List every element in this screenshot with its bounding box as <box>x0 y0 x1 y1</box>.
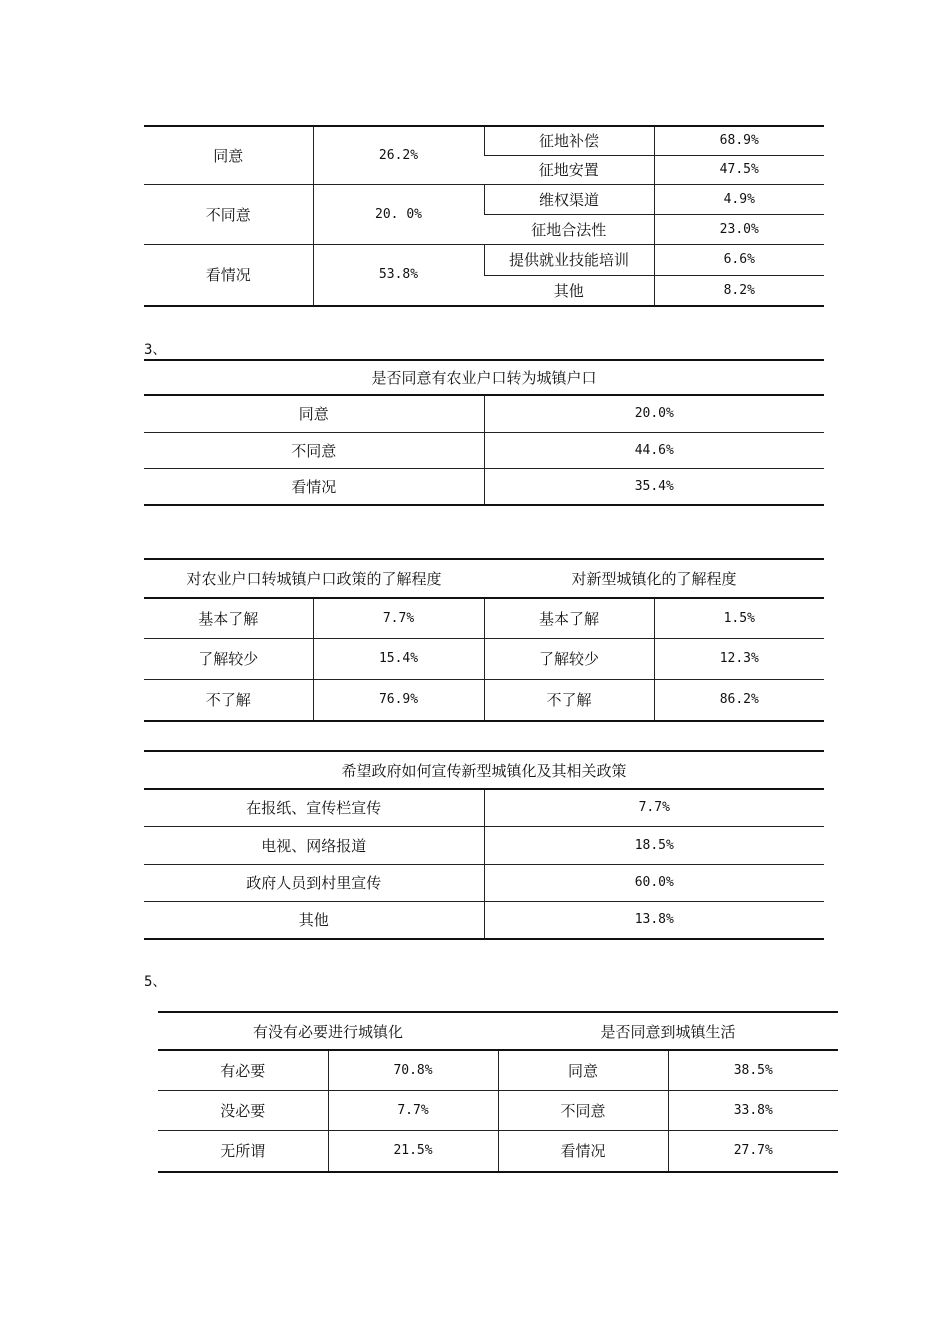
reason-pct-cell: 23.0% <box>654 214 824 244</box>
reason-cell: 征地安置 <box>484 155 654 184</box>
option-cell: 基本了解 <box>198 609 259 628</box>
pct-cell: 86.2% <box>654 679 824 721</box>
option-cell: 了解较少 <box>484 638 654 679</box>
pct-cell: 12.3% <box>654 638 824 679</box>
option-cell: 没必要 <box>158 1090 328 1130</box>
pct-cell: 35.4% <box>484 468 824 505</box>
option-cell: 基本了解 <box>484 598 654 638</box>
option-cell: 在报纸、宣传栏宣传 <box>246 799 382 818</box>
table-row <box>144 789 824 826</box>
table-row <box>144 679 824 721</box>
right-table-title: 对新型城镇化的了解程度 <box>484 559 824 598</box>
pct-cell: 7.7% <box>328 1090 498 1130</box>
table-row <box>158 1090 838 1130</box>
table-title: 希望政府如何宣传新型城镇化及其相关政策 <box>144 751 824 789</box>
pct-cell: 33.8% <box>668 1090 838 1130</box>
opinion-cell: 不同意 <box>144 184 313 244</box>
option-cell: 了解较少 <box>144 638 313 679</box>
table-row <box>144 826 824 864</box>
pct-cell: 44.6% <box>484 432 824 468</box>
reason-cell: 提供就业技能培训 <box>484 244 654 275</box>
section-label: 3、 <box>144 342 167 358</box>
pct-cell: 13.8% <box>484 901 824 939</box>
left-table-title: 对农业户口转城镇户口政策的了解程度 <box>144 559 484 598</box>
option-cell: 不了解 <box>484 679 654 721</box>
option-cell: 同意 <box>498 1050 668 1090</box>
reasons-table <box>144 125 824 307</box>
option-cell: 看情况 <box>498 1130 668 1172</box>
reason-pct-cell: 68.9% <box>654 126 824 155</box>
option-cell: 不同意 <box>498 1090 668 1130</box>
reason-pct-cell: 6.6% <box>654 244 824 275</box>
reason-cell: 征地合法性 <box>484 214 654 244</box>
left-table-title: 有没有必要进行城镇化 <box>158 1012 498 1050</box>
pct-cell: 76.9% <box>313 679 484 721</box>
reason-cell: 征地补偿 <box>484 126 654 155</box>
table-title: 是否同意有农业户口转为城镇户口 <box>144 360 824 395</box>
opinion-cell: 同意 <box>213 146 244 165</box>
table-header-row <box>144 559 824 598</box>
table-row <box>144 901 824 939</box>
reason-cell: 维权渠道 <box>484 184 654 214</box>
table-row <box>144 864 824 901</box>
table-row <box>144 468 824 505</box>
pct-cell: 70.8% <box>328 1050 498 1090</box>
opinion-pct-cell: 53.8% <box>313 244 484 306</box>
opinion-pct-cell: 20. 0% <box>313 184 484 244</box>
table-row <box>144 126 824 155</box>
option-cell: 有必要 <box>220 1061 266 1080</box>
pct-cell: 7.7% <box>313 598 484 638</box>
table-header-row <box>144 360 824 395</box>
option-cell: 同意 <box>298 405 329 424</box>
pct-cell: 15.4% <box>313 638 484 679</box>
option-cell: 看情况 <box>144 468 484 505</box>
option-cell: 无所谓 <box>158 1130 328 1172</box>
option-cell: 不了解 <box>144 679 313 721</box>
table-row <box>144 598 824 638</box>
pct-cell: 20.0% <box>484 395 824 432</box>
table-row <box>158 1050 838 1090</box>
option-cell: 不同意 <box>144 432 484 468</box>
right-table-title: 是否同意到城镇生活 <box>498 1012 838 1050</box>
table-header-row <box>144 751 824 789</box>
table-row <box>158 1130 838 1172</box>
reason-pct-cell: 4.9% <box>654 184 824 214</box>
pct-cell: 38.5% <box>668 1050 838 1090</box>
table-row <box>144 244 824 275</box>
pct-cell: 7.7% <box>484 789 824 826</box>
table-row <box>144 184 824 214</box>
opinion-cell: 看情况 <box>144 244 313 306</box>
table-row <box>144 638 824 679</box>
reason-cell: 其他 <box>484 275 654 306</box>
option-cell: 其他 <box>144 901 484 939</box>
reason-pct-cell: 8.2% <box>654 275 824 306</box>
option-cell: 政府人员到村里宣传 <box>144 864 484 901</box>
pct-cell: 1.5% <box>654 598 824 638</box>
table-row <box>144 432 824 468</box>
publicity-table <box>144 750 824 940</box>
pct-cell: 60.0% <box>484 864 824 901</box>
pct-cell: 27.7% <box>668 1130 838 1172</box>
urbanization-table <box>158 1011 838 1173</box>
table-header-row <box>158 1012 838 1050</box>
pct-cell: 21.5% <box>328 1130 498 1172</box>
understanding-table <box>144 558 824 722</box>
table-row <box>144 395 824 432</box>
pct-cell: 18.5% <box>484 826 824 864</box>
reason-pct-cell: 47.5% <box>654 155 824 184</box>
opinion-pct-cell: 26.2% <box>313 126 484 184</box>
section-label: 5、 <box>144 974 167 990</box>
hukou-conversion-table <box>144 359 824 506</box>
option-cell: 电视、网络报道 <box>144 826 484 864</box>
